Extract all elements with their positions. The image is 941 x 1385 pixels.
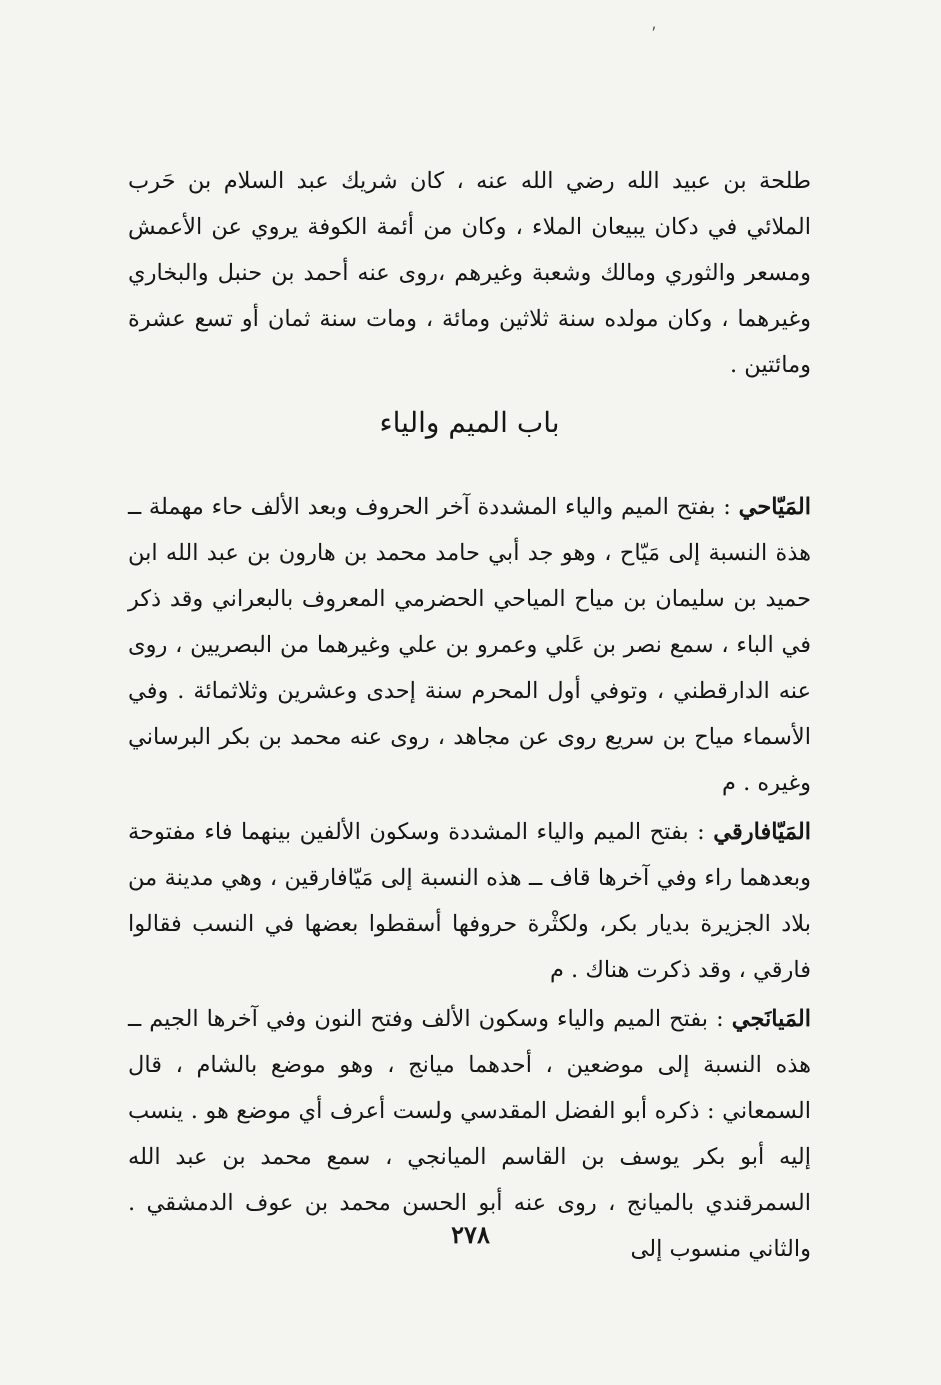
entries-list <box>128 484 811 1275</box>
page-speck: ⸴ <box>652 16 657 35</box>
page-number: ٢٧٨ <box>451 1220 490 1249</box>
section-heading: باب الميم والياء <box>379 406 560 439</box>
entry-mayyafariqi <box>128 809 811 993</box>
entry-text: : بفتح الميم والياء المشددة آخر الحروف وبعد الألف حاء مهملة ــ هذة النسبة إلى مَيّاح ، وهو جد أبي حامد محمد بن هارون بن عبد الله ابن حميد بن سليمان بن مياح المياحي الحضرمي المعروف بالبعراني وقد ذكر في الباء ، سمع نصر بن عَلي وعمرو بن علي وغيرهما من البصريين ، روى عنه الدارقطني ، وتوفي أول المحرم سنة إحدى وعشرين وثلاثمائة . وفي الأسماء مياح بن سريع روى عن مجاهد ، روى عنه محمد بن بكر البرساني وغيره . م <box>128 494 811 796</box>
intro-paragraph: طلحة بن عبيد الله رضي الله عنه ، كان شريك عبد السلام بن حَرب الملائي في دكان يبيعان الملاء ، وكان من أئمة الكوفة يروي عن الأعمش ومسعر والثوري ومالك وشعبة وغيرهم ،روى عنه أحمد بن حنبل والبخاري وغيرهما ، وكان مولده سنة ثلاثين ومائة ، ومات سنة ثمان أو تسع عشرة ومائتين . <box>128 168 811 378</box>
entry-term: المَيّاحي <box>738 494 811 520</box>
entry-text: : بفتح الميم والياء المشددة وسكون الألفين بينهما فاء مفتوحة وبعدهما راء وفي آخرها قاف ــ هذه النسبة إلى مَيّافارقين ، وهي مدينة من بلاد الجزيرة بديار بكر، ولكثْرة حروفها أسقطوا بعضها في النسب فقالوا فارقي ، وقد ذكرت هناك . م <box>128 819 811 983</box>
entry-text: : بفتح الميم والياء وسكون الألف وفتح النون وفي آخرها الجيم ــ هذه النسبة إلى موضعين ، أحدهما ميانج ، وهو موضع بالشام ، قال السمعاني : ذكره أبو الفضل المقدسي ولست أعرف أي موضع هو . ينسب إليه أبو بكر يوسف بن القاسم الميانجي ، سمع محمد بن عبد الله السمرقندي بالميانج ، روى عنه أبو الحسن محمد بن عوف الدمشقي . والثاني منسوب إلى <box>128 1006 811 1262</box>
entry-term: المَيانَجي <box>731 1006 811 1032</box>
entry-term: المَيّافارقي <box>713 819 811 845</box>
entry-mayyahi <box>128 484 811 806</box>
